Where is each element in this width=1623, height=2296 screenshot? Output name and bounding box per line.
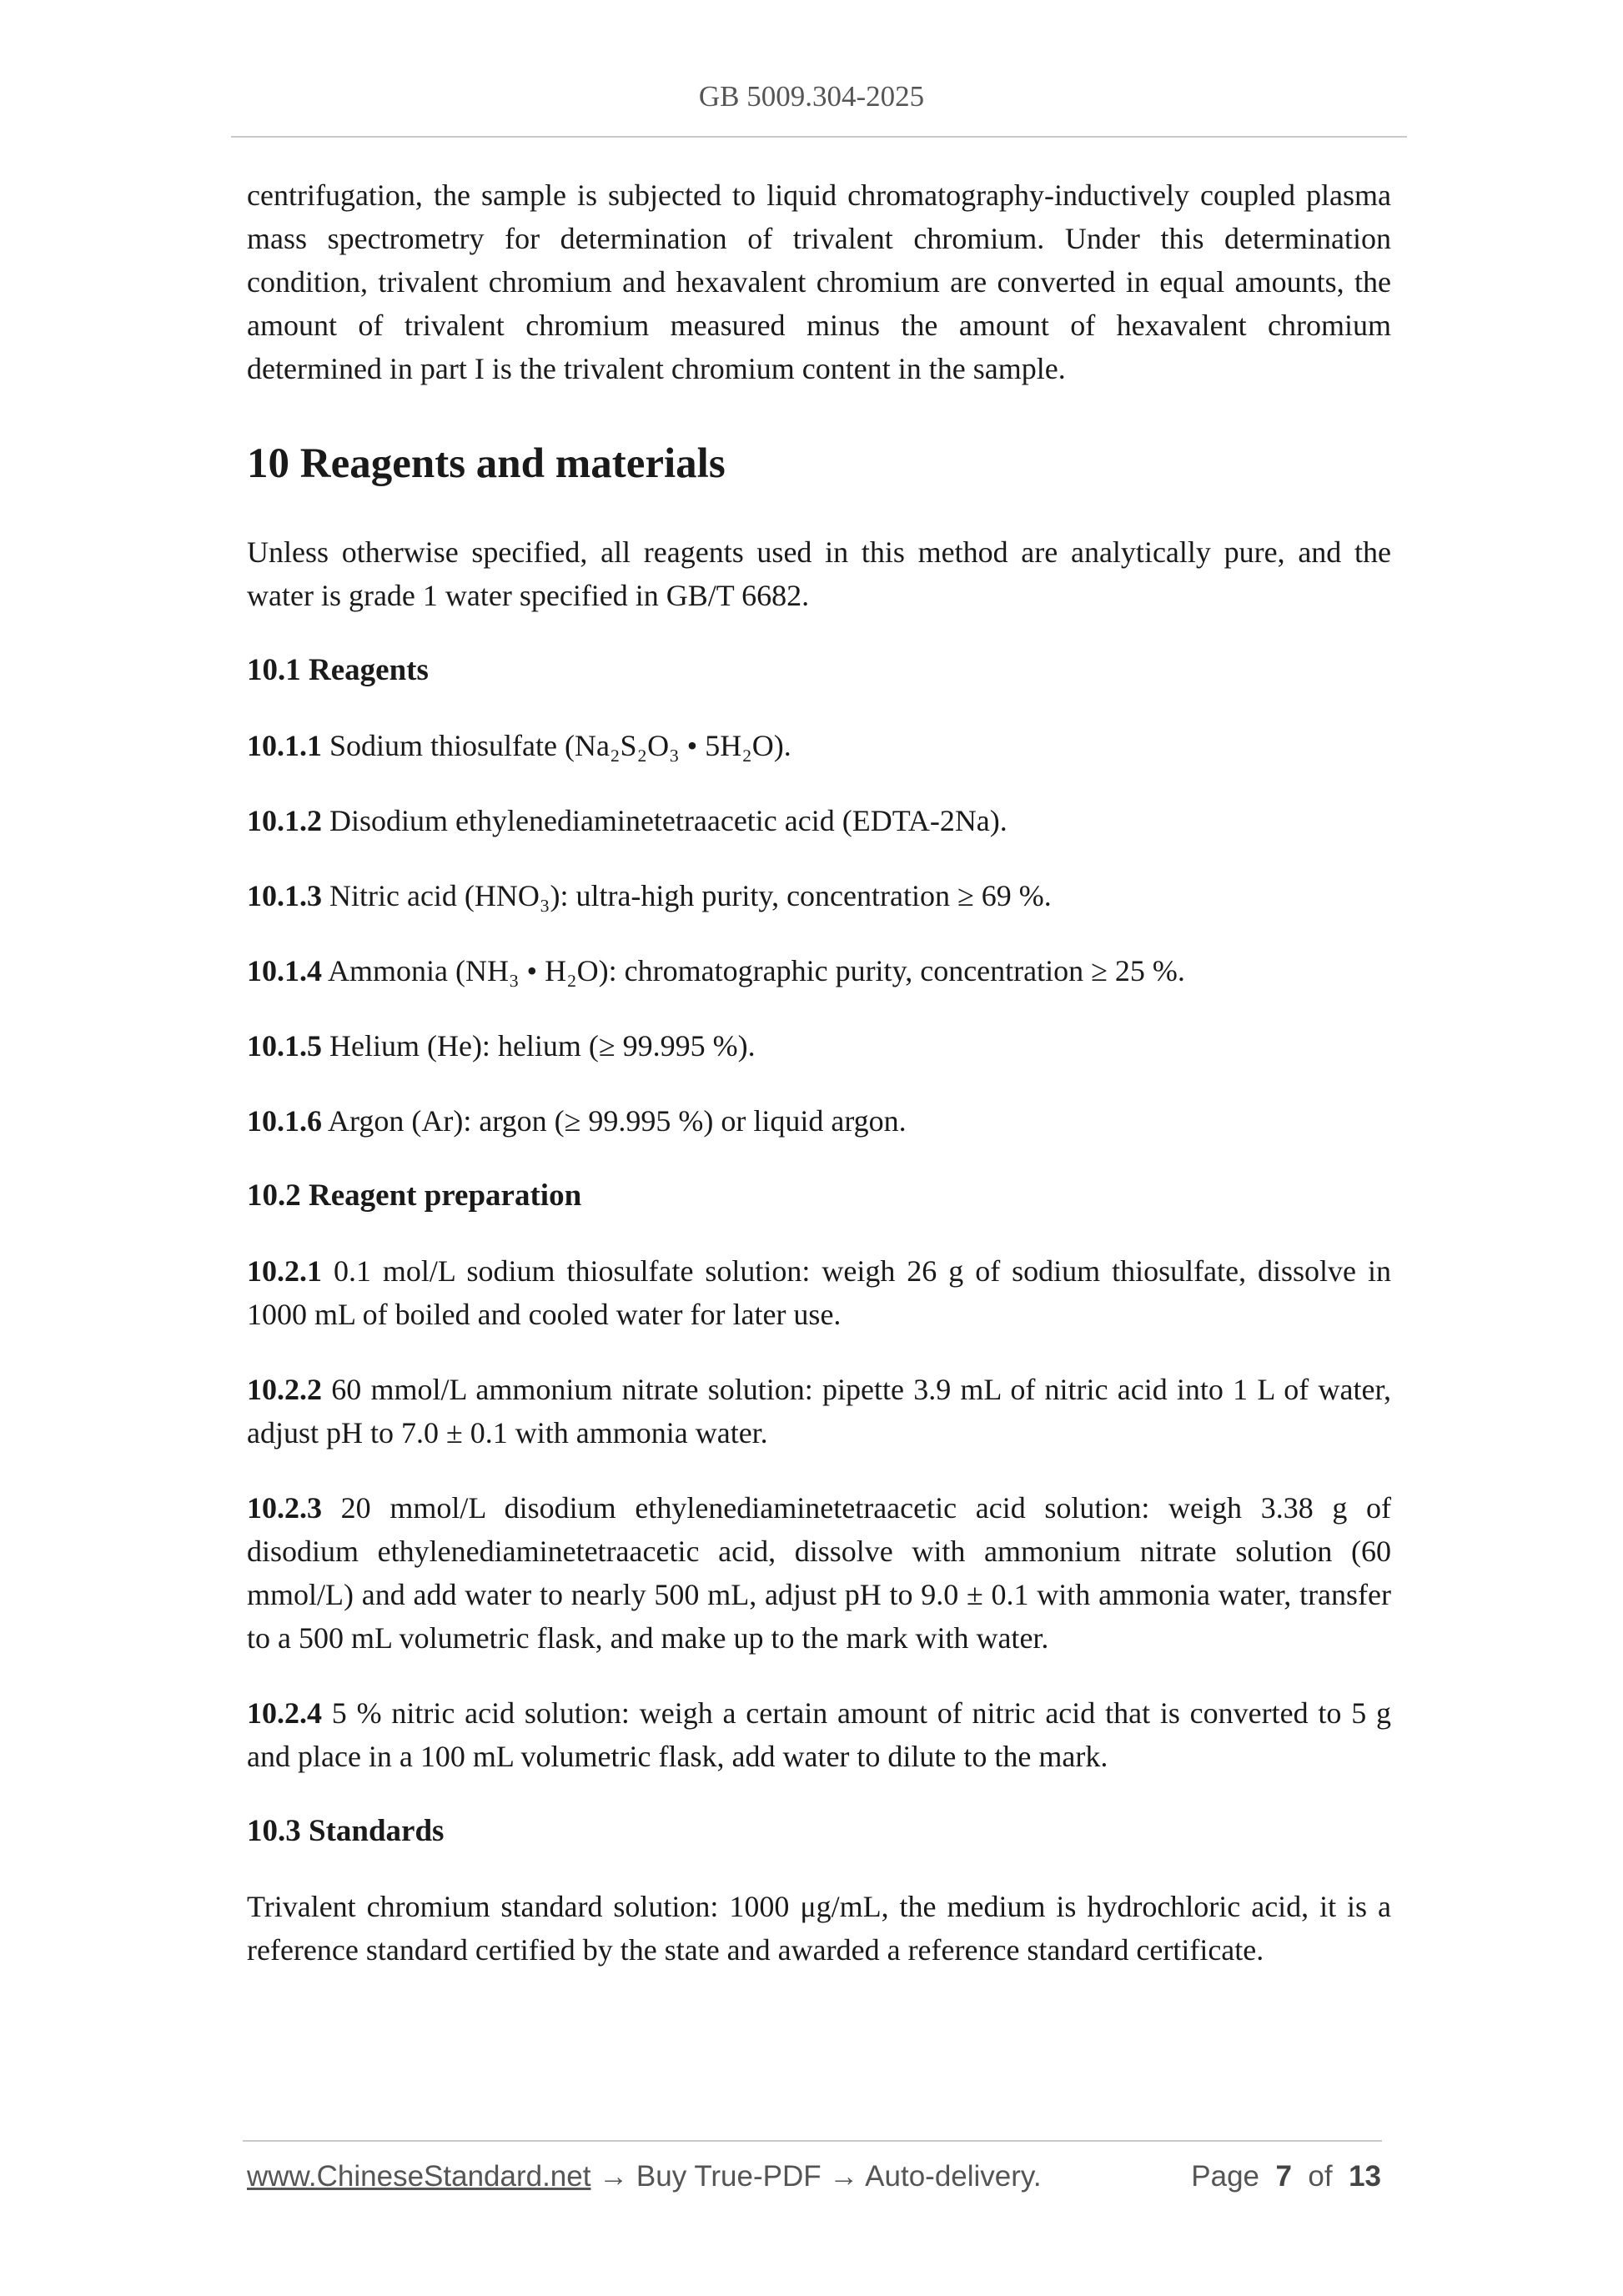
website-link[interactable]: www.ChineseStandard.net [247, 2160, 591, 2193]
preparation-item [247, 1691, 1391, 1778]
item-text: 0.1 mol/L sodium thiosulfate solution: weigh 26 g of sodium thiosulfate, dissolve in 1000 mL of boiled and cooled water for later use. [247, 1254, 1391, 1331]
item-number: 10.1.4 [247, 954, 322, 987]
page-word: Page [1191, 2160, 1260, 2193]
reagent-item [247, 799, 1391, 842]
item-text: Sodium thiosulfate (Na₂S₂O₃ • 5H₂O). [329, 729, 791, 762]
subsection-10-1-title: 10.1 Reagents [247, 653, 429, 687]
reagent-item [247, 874, 1391, 917]
subsection-10-2-title: 10.2 Reagent preparation [247, 1178, 582, 1213]
item-number: 10.2.1 [247, 1254, 322, 1288]
footer-divider [243, 2140, 1382, 2142]
item-text: 20 mmol/L disodium ethylenediaminetetraacetic acid solution: weigh 3.38 g of disodium ethylenediaminetetraacetic acid, dissolve with ammonium nitrate solution (60 mmol/L) and add water to nearly 500 mL, adjust pH to 9.0 ± 0.1 with ammonia water, transfer to a 500 mL volumetric flask, and make up to the mark with water. [247, 1491, 1392, 1655]
item-text: Argon (Ar): argon (≥ 99.995 %) or liquid argon. [328, 1104, 907, 1138]
item-text: Ammonia (NH₃ • H₂O): chromatographic purity, concentration ≥ 25 %. [328, 954, 1185, 987]
item-number: 10.1.2 [247, 804, 322, 837]
item-number: 10.1.6 [247, 1104, 322, 1138]
item-number: 10.1.1 [247, 729, 322, 762]
reagent-item [247, 1099, 1391, 1143]
item-text: 5 % nitric acid solution: weigh a certain amount of nitric acid that is converted to 5 g and place in a 100 mL volumetric flask, add water to dilute to the mark. [247, 1696, 1391, 1773]
total-page-count: 13 [1349, 2160, 1381, 2193]
item-number: 10.2.3 [247, 1491, 322, 1525]
item-text: 60 mmol/L ammonium nitrate solution: pipette 3.9 mL of nitric acid into 1 L of water, adjust pH to 7.0 ± 0.1 with ammonia water. [247, 1373, 1391, 1449]
intro-paragraph: centrifugation, the sample is subjected to liquid chromatography-inductively coupled plasma mass spectrometry for determination of trivalent chromium. Under this determination condition, trivalent chromium and hexavalent chromium are converted in equal amounts, the amount of trivalent chromium measured minus the amount of hexavalent chromium determined in part I is the trivalent chromium content in the sample. [247, 178, 1391, 385]
page-indicator [1191, 2160, 1381, 2193]
item-text: Disodium ethylenediaminetetraacetic acid (EDTA-2Na). [329, 804, 1007, 837]
preparation-item [247, 1249, 1391, 1336]
reagent-item [247, 724, 1391, 767]
reagent-item [247, 949, 1391, 992]
of-word: of [1308, 2160, 1333, 2193]
preparation-item [247, 1486, 1391, 1660]
item-number: 10.1.3 [247, 879, 322, 912]
current-page-number: 7 [1275, 2160, 1292, 2193]
section-10-intro: Unless otherwise specified, all reagents used in this method are analytically pure, and the water is grade 1 water specified in GB/T 6682. [247, 535, 1391, 612]
subsection-10-3-title: 10.3 Standards [247, 1814, 445, 1848]
item-number: 10.1.5 [247, 1029, 322, 1063]
item-text: Nitric acid (HNO₃): ultra-high purity, concentration ≥ 69 %. [329, 879, 1052, 912]
preparation-item [247, 1368, 1391, 1454]
section-10-title: 10 Reagents and materials [247, 440, 726, 487]
item-number: 10.2.2 [247, 1373, 322, 1406]
item-number: 10.2.4 [247, 1696, 322, 1730]
item-text: Helium (He): helium (≥ 99.995 %). [329, 1029, 756, 1063]
footer-promo [247, 2160, 1042, 2193]
header-divider [231, 136, 1407, 138]
page-body [247, 173, 1391, 1972]
reagent-item [247, 1024, 1391, 1068]
running-header: GB 5009.304-2025 [698, 80, 925, 113]
standards-paragraph: Trivalent chromium standard solution: 1000 μg/mL, the medium is hydrochloric acid, it is a reference standard certified by the state and awarded a reference standard certificate. [247, 1890, 1391, 1967]
footer-tagline: → Buy True-PDF → Auto-delivery. [590, 2160, 1042, 2193]
